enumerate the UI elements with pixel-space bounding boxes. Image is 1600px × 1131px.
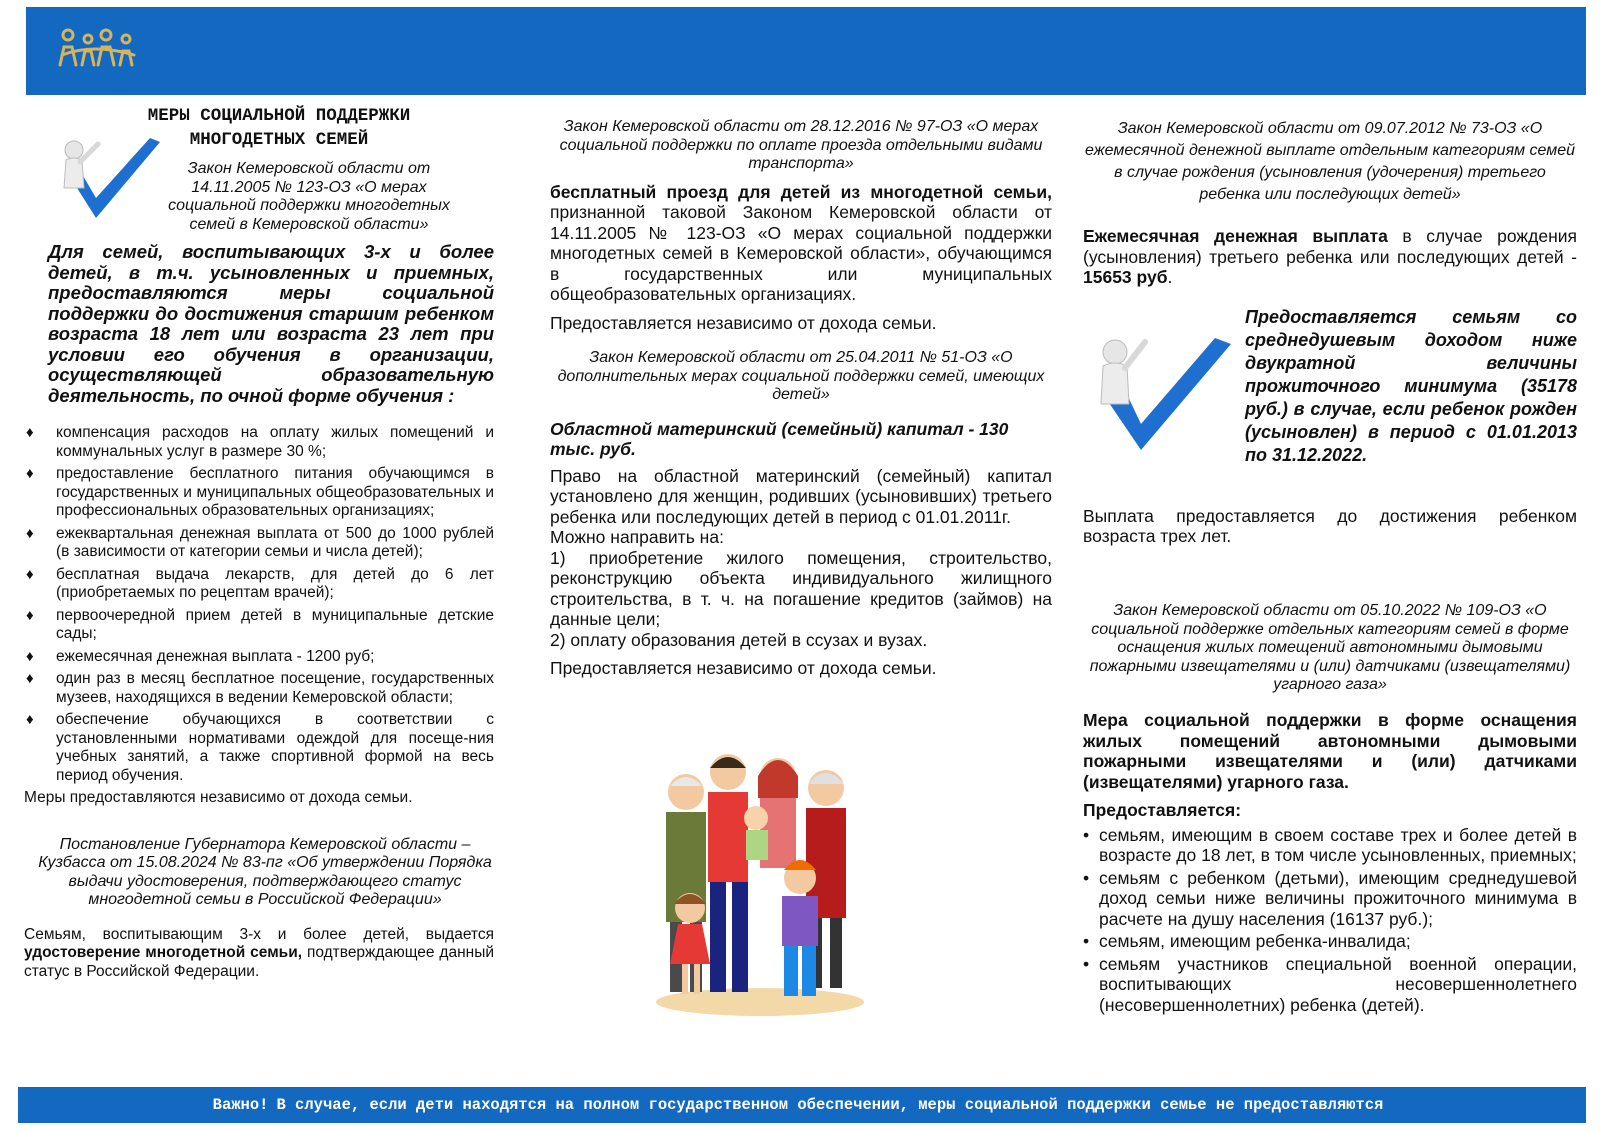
intro-text: Для семей, воспитывающих 3-х и более детей, в т.ч. усыновленных и приемных, предоставляются меры социальной поддержки до достижения старшим ребенком возраста 18 лет или возраста 23 лет при условии его обучения в организации, осуществляющей образовательную деятельность, по очной форме обучения : (48, 241, 494, 406)
list-item: ♦ ежемесячная денежная выплата - 1200 руб; (24, 648, 494, 667)
list-item: ♦ первоочередной прием детей в муниципальные детские сады; (24, 607, 494, 644)
direction-education: 2) оплату образования детей в ссузах и вузах. (550, 629, 928, 650)
column-transport-capital (550, 118, 1052, 679)
list-item: ♦ один раз в месяц бесплатное посещение, государственных музеев, находящихся в ведении Кемеровской области; (24, 670, 494, 707)
maternity-capital-text: Право на областной материнский (семейный) капитал установлено для женщин, родивших (усыновивших) третьего ребенка или последующих детей в период с 01.01.2011г. (550, 465, 1052, 527)
smoke-detector-measure: Мера социальной поддержки в форме оснащения жилых помещений автономными дымовыми пожарными извещателями и (или) датчиками (извещателями) угарного газа. (1083, 710, 1577, 792)
list-item: ♦ предоставление бесплатного питания обучающимся в государственных и муниципальных общеобразовательных и профессиональных образовательных организациях; (24, 465, 494, 521)
important-text: В случае, если дети находятся на полном государственном обеспечении, меры социальной поддержки семье не предоставляются (276, 1096, 1384, 1114)
directions-title: Можно направить на: (550, 527, 724, 547)
certificate-text: Семьям, воспитывающим 3-х и более детей, выдается удостоверение многодетной семьи, подтверждающее данный статус в Российской Федерации. (24, 925, 495, 980)
independent-income-note: Предоставляется независимо от дохода семьи. (550, 312, 937, 333)
support-measures-list (24, 424, 494, 785)
free-transport-text: бесплатный проезд для детей из многодетной семьи, признанной таковой Законом Кемеровской области от 14.11.2005 № 123-ОЗ «О мерах социальной поддержки многодетных семей в Кемеровской области», обучающимся в государственных или муниципальных общеобразовательных организациях. (550, 181, 1052, 304)
decree-83-pg: Постановление Губернатора Кемеровской области – Кузбасса от 15.08.2024 № 83-пг «Об утверждении Порядка выдачи удостоверения, подтверждающего статус многодетной семьи в Российской Федерации» (38, 835, 492, 908)
list-item: • семьям с ребенком (детьми), имеющим среднедушевой доход семьи ниже величины прожиточного минимума в расчете на душу населения (16137 руб.); (1083, 868, 1577, 930)
payment-duration-text: Выплата предоставляется до достижения ребенком возраста трех лет. (1083, 505, 1577, 546)
list-item: • семьям участников специальной военной операции, воспитывающих несовершеннолетнего (несовершеннолетних) ребенка (детей). (1083, 954, 1577, 1016)
header-bar (26, 7, 1586, 95)
monthly-payment-text: Ежемесячная денежная выплата в случае рождения (усыновления) третьего ребенка или последующих детей - 15653 руб. (1083, 226, 1577, 287)
income-note: Меры предоставляются независимо от дохода семьи. (24, 789, 413, 806)
important-notice-bar (18, 1087, 1586, 1123)
page-title: МЕРЫ СОЦИАЛЬНОЙ ПОДДЕРЖКИ МНОГОДЕТНЫХ СЕМЕЙ (147, 106, 411, 150)
law-123-oz: Закон Кемеровской области от 14.11.2005 № 123-ОЗ «О мерах социальной поддержки многодетных семей в Кемеровской области» (168, 160, 450, 233)
family-logo-icon (54, 25, 144, 73)
list-item: ♦ обеспечение обучающихся в соответствии с установленными нормативами одеждой для посеще-ния учебных занятий, а также спортивной формой на весь период обучения. (24, 711, 494, 785)
family-illustration (650, 718, 870, 1018)
payment-condition-text: Предоставляется семьям со среднедушевым доходом ниже двукратной величины прожиточного минимума (35178 руб.) в случае, если ребенок рожден (усыновлен) в период с 01.01.2013 по 31.12.2022. (1245, 306, 1577, 465)
law-73-oz: Закон Кемеровской области от 09.07.2012 № 73-ОЗ «О ежемесячной денежной выплате отдельным категориям семей в случае рождения (усыновления (удочерения) третьего ребенка или последующих детей» (1084, 120, 1576, 203)
checkmark-figure-icon (52, 132, 162, 222)
maternity-capital-title: Областной материнский (семейный) капитал - 130 тыс. руб. (550, 418, 1009, 459)
column-monthly-payments (1083, 118, 1577, 1015)
list-item: • семьям, имеющим в своем составе трех и более детей в возрасте до 18 лет, в том числе усыновленных, приемных; (1083, 825, 1577, 866)
list-item: ♦ компенсация расходов на оплату жилых помещений и коммунальных услуг в размере 30 %; (24, 424, 494, 461)
independent-income-note: Предоставляется независимо от дохода семьи. (550, 658, 937, 678)
list-item: • семьям, имеющим ребенка-инвалида; (1083, 931, 1577, 952)
direction-housing: 1) приобретение жилого помещения, строительство, реконструкцию объекта индивидуального жилищного строительства, в т. ч. на погашение кредитов (займов) на данные цели; (550, 547, 1052, 629)
important-label: Важно! (212, 1096, 269, 1114)
list-item: ♦ бесплатная выдача лекарств, для детей до 6 лет (приобретаемых по рецептам врачей); (24, 566, 494, 603)
column-large-families (24, 104, 504, 981)
payment-condition-box (1083, 306, 1577, 506)
list-item: ♦ ежеквартальная денежная выплата от 500 до 1000 рублей (в зависимости от категории семьи и числа детей); (24, 525, 494, 562)
law-97-oz: Закон Кемеровской области от 28.12.2016 № 97-ОЗ «О мерах социальной поддержки по оплате проезда отдельными видами транспорта» (559, 118, 1043, 172)
provided-title: Предоставляется: (1083, 800, 1242, 820)
recipients-list (1083, 825, 1577, 1016)
checkmark-figure-icon (1083, 324, 1233, 454)
law-109-oz: Закон Кемеровской области от 05.10.2022 № 109-ОЗ «О социальной поддержке отдельных категориям семей в форме оснащения жилых помещений автономными дымовыми пожарными извещателями и (или) датчиками (извещателями) угарного газа» (1089, 602, 1571, 693)
law-51-oz: Закон Кемеровской области от 25.04.2011 № 51-ОЗ «О дополнительных мерах социальной поддержки семей, имеющих детей» (557, 349, 1045, 403)
